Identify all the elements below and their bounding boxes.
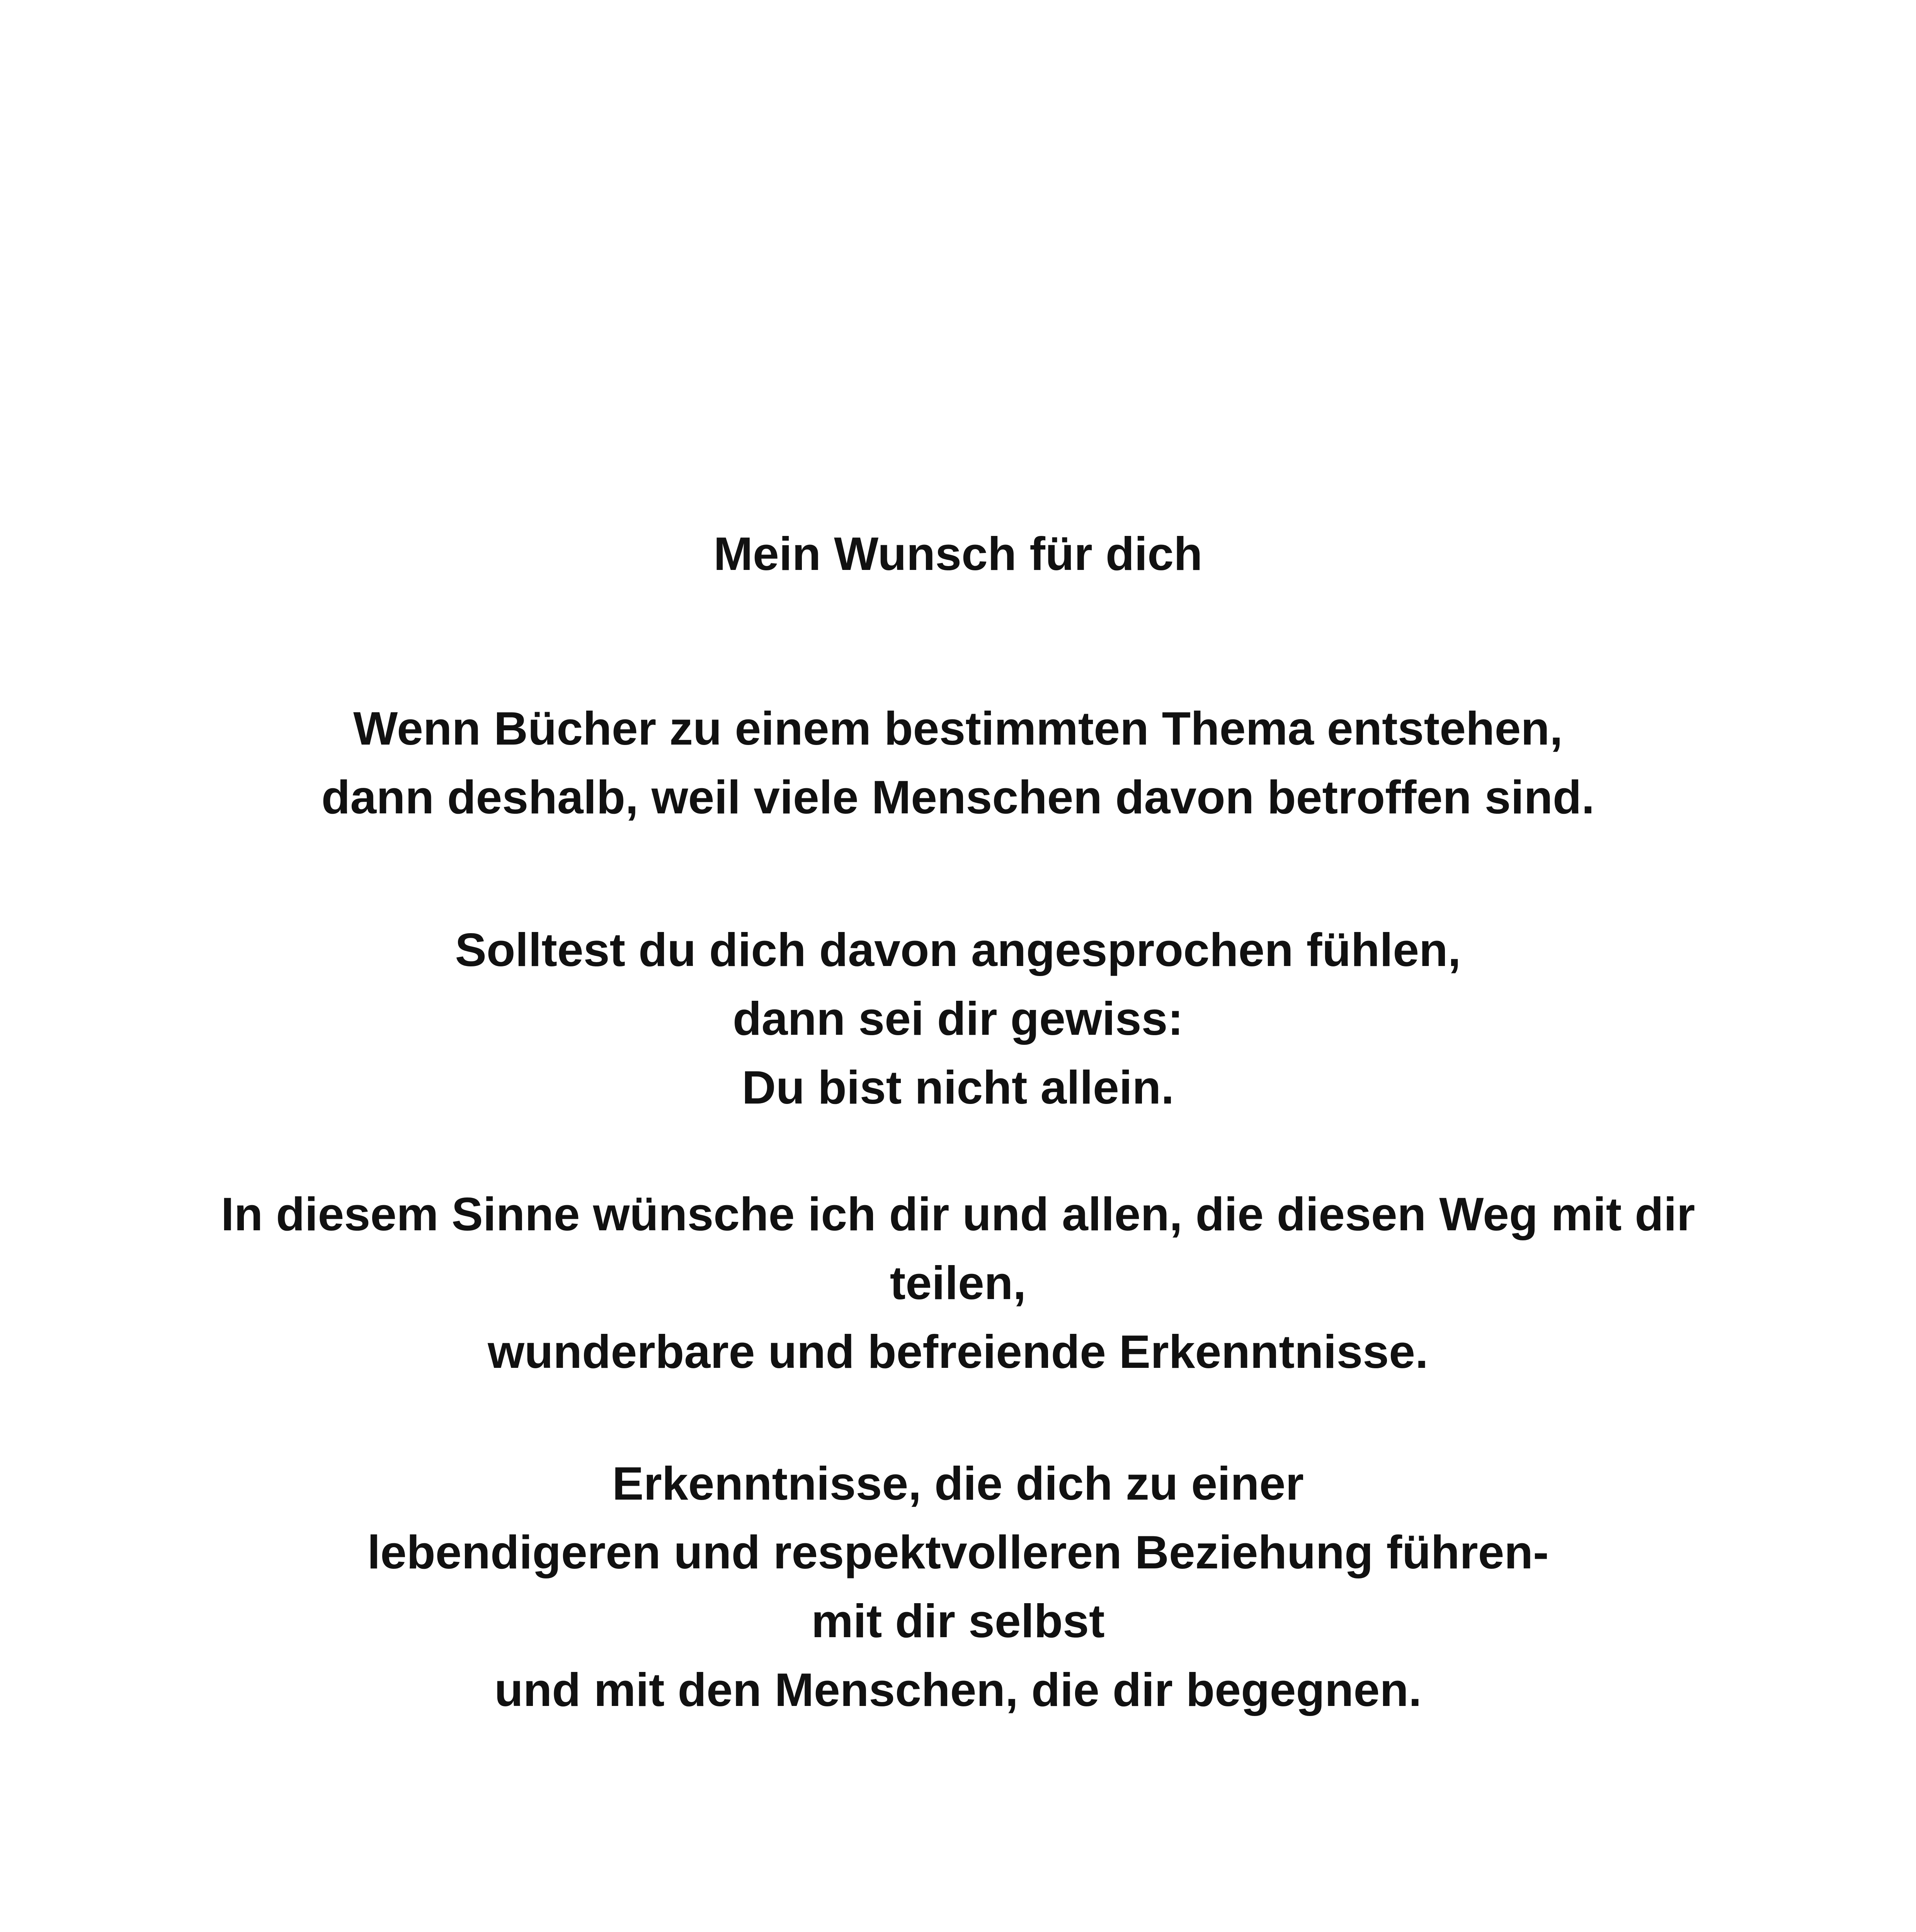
paragraph-line: Erkenntnisse, die dich zu einer [612, 1457, 1304, 1510]
paragraph-line: Solltest du dich davon angesprochen fühlen, [455, 923, 1461, 976]
paragraph-3 [216, 1180, 1700, 1386]
paragraph-line: In diesem Sinne wünsche ich dir und allen, die diesen Weg mit dir [221, 1188, 1695, 1240]
page-title [216, 519, 1700, 588]
title-text: Mein Wunsch für dich [713, 527, 1203, 580]
paragraph-line: dann sei dir gewiss: [732, 992, 1184, 1045]
paragraph-line: teilen, [890, 1257, 1026, 1309]
paragraph-line: dann deshalb, weil viele Menschen davon betroffen sind. [321, 771, 1595, 823]
paragraph-line: und mit den Menschen, die dir begegnen. [494, 1663, 1422, 1716]
paragraph-line: mit dir selbst [811, 1595, 1105, 1647]
paragraph-line: wunderbare und befreiende Erkenntnisse. [488, 1325, 1428, 1378]
paragraph-line: Du bist nicht allein. [742, 1061, 1174, 1114]
paragraph-2 [216, 915, 1700, 1122]
paragraph-1 [216, 694, 1700, 832]
paragraph-line: lebendigeren und respektvolleren Beziehung führen- [367, 1526, 1549, 1578]
paragraph-line: Wenn Bücher zu einem bestimmten Thema entstehen, [353, 702, 1563, 755]
paragraph-4 [216, 1449, 1700, 1724]
